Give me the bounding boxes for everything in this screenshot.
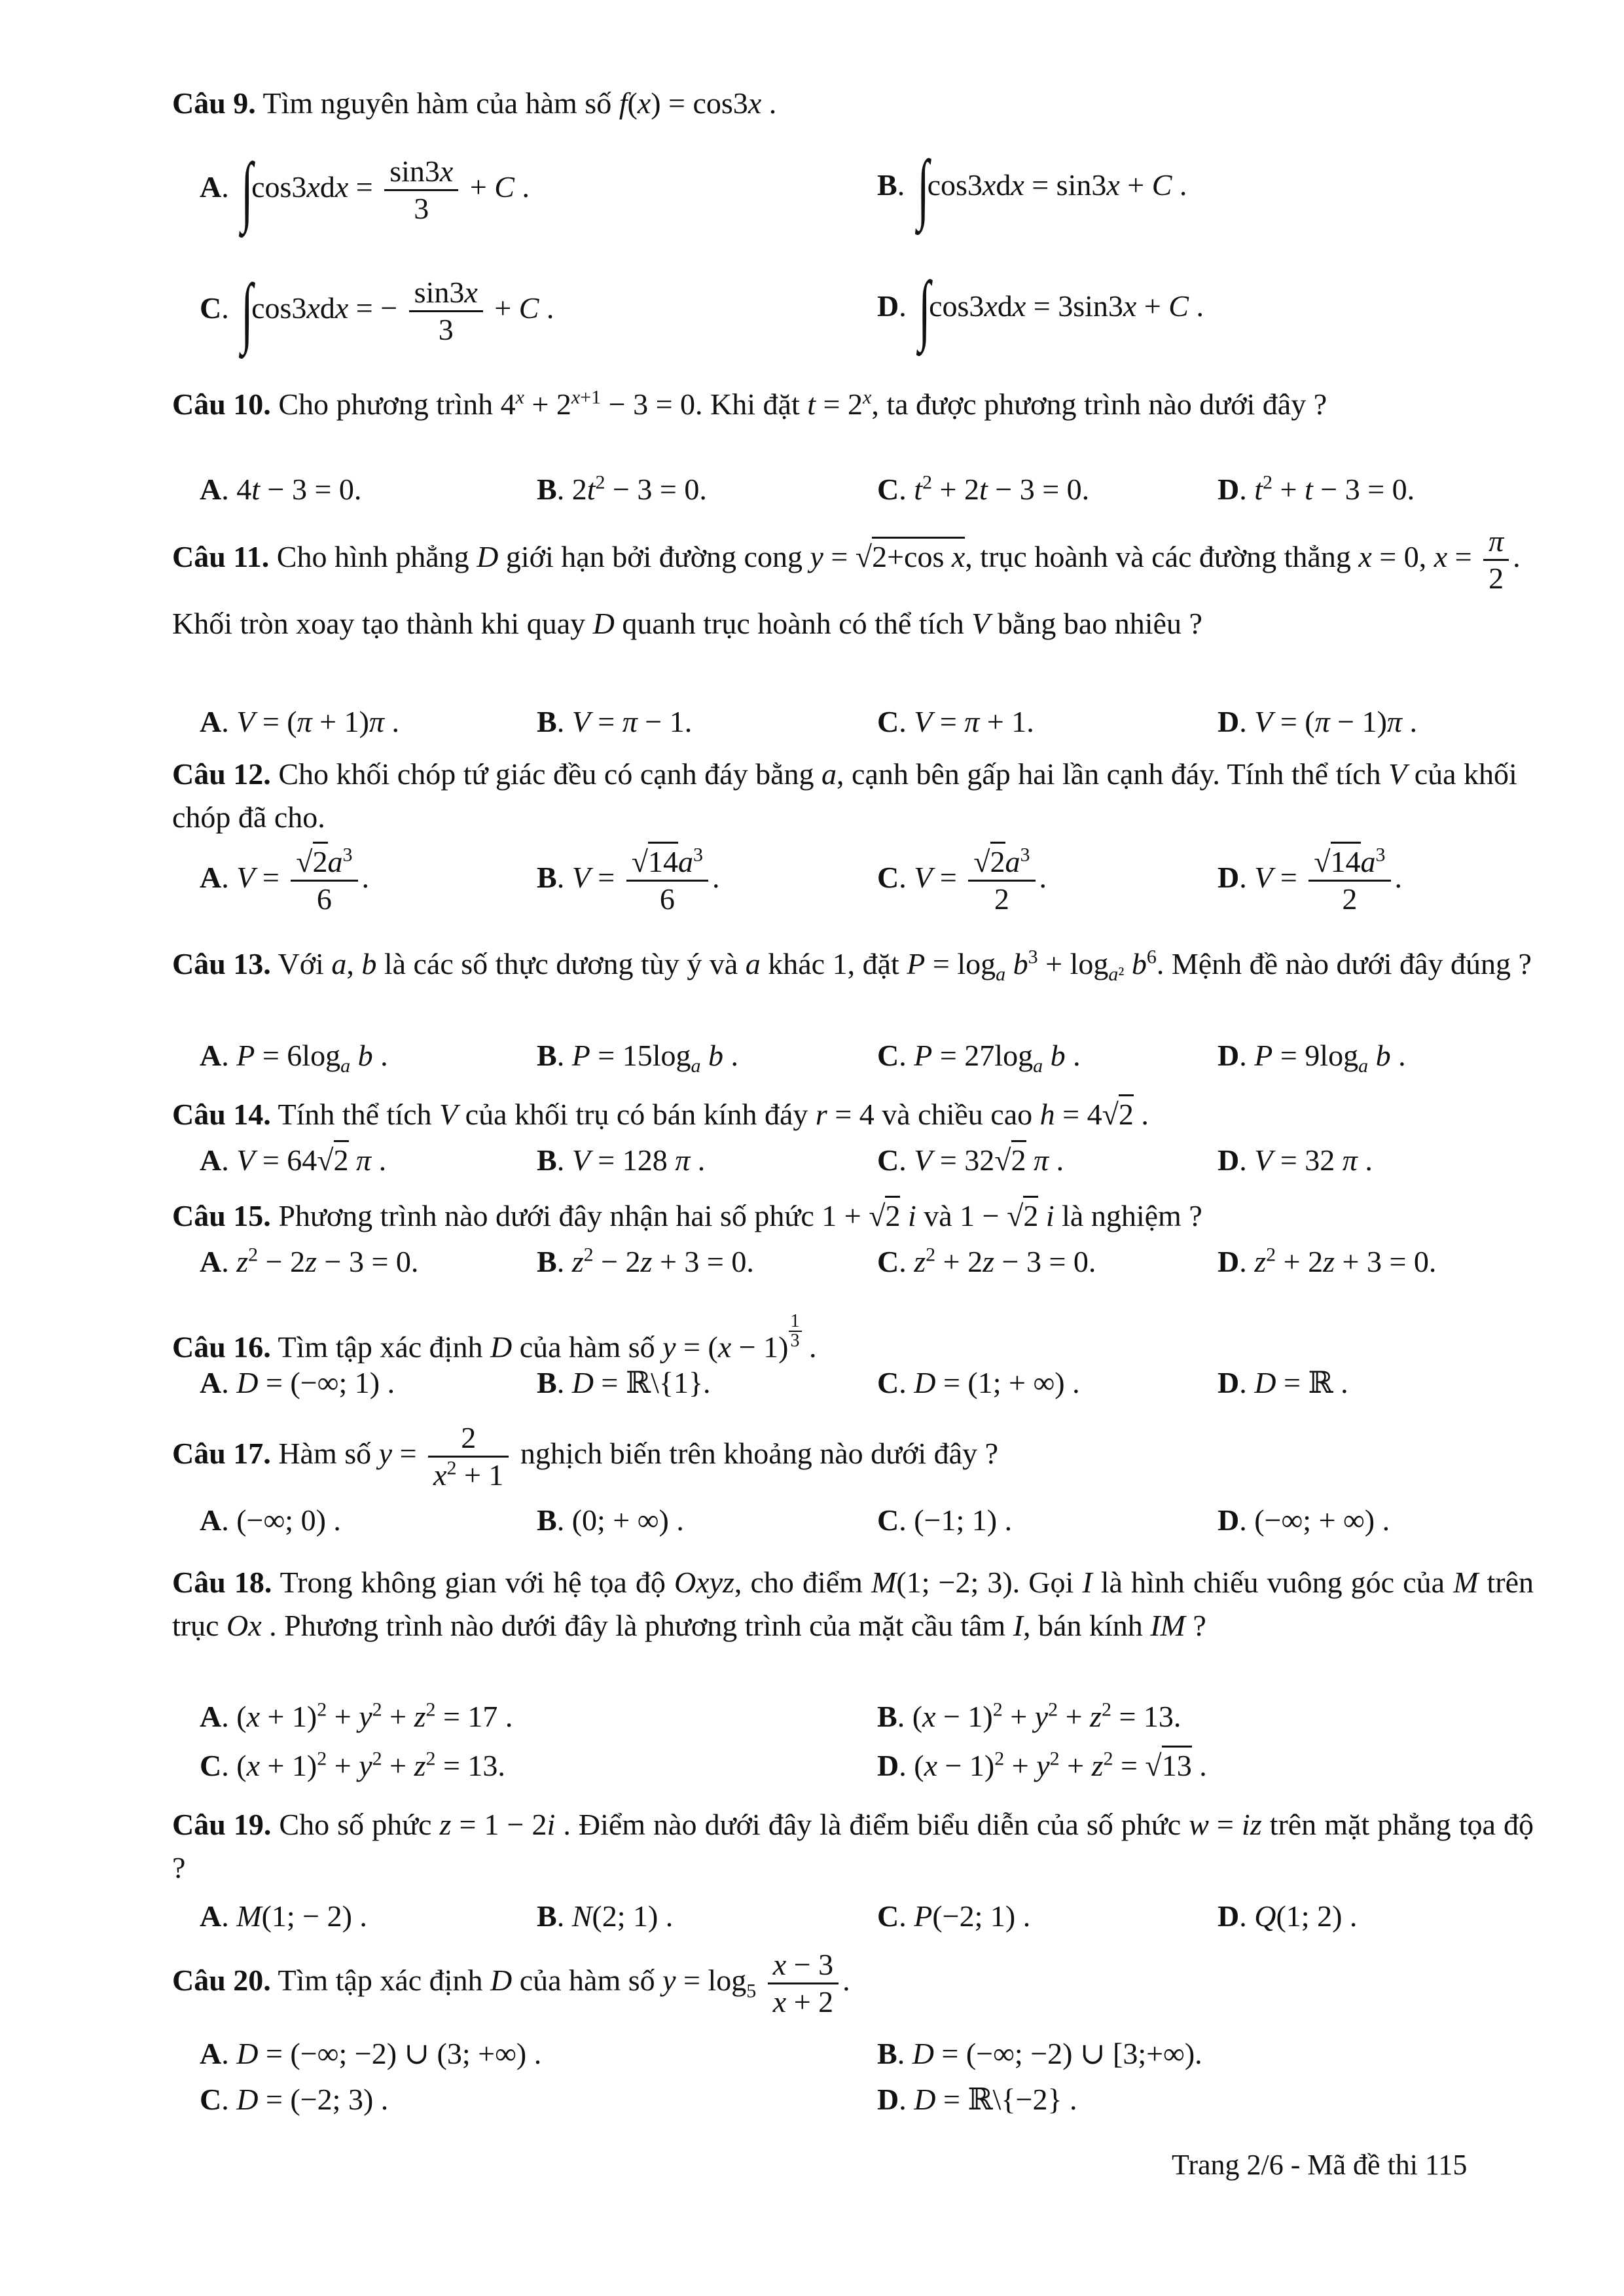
option-13a: A. $P = 6\log_a$ b . — [200, 1039, 388, 1077]
option-9b: B. ∫cos3xdx = sin3x + C . — [877, 144, 1187, 232]
option-12b: B. V = $\frac{√14a^3}{6}$ . — [537, 844, 720, 917]
question-12: Câu 12. Cho khối chóp tứ giác đều có cạnh đáy bằng a, cạnh bên gấp hai lần cạnh đáy. Tính thể tích V của khối chóp đã cho. — [172, 757, 1517, 834]
question-number: Câu 15. — [172, 1199, 271, 1232]
option-16c: C. D = (1; + ∞) . — [877, 1366, 1080, 1399]
question-number: Câu 12. — [172, 757, 271, 791]
option-17a: A. (−∞; 0) . — [200, 1503, 341, 1537]
option-20b: B. D = (−∞; −2) ∪ [3;+∞). — [877, 2037, 1202, 2070]
question-16: Câu 16. Tìm tập xác định D của hàm số y = (x − 1) $\frac{1}{3}$ . — [172, 1311, 817, 1364]
option-19c: C. P(−2; 1) . — [877, 1899, 1031, 1933]
question-13: Câu 13. Với a, b là các số thực dương tùy ý và a khác 1, đặt $P = \log_a b^3 + \log_{a^2} b^6$. Mệnh đề nào dưới đây đúng ? — [172, 946, 1532, 986]
question-18: Câu 18. Trong không gian với hệ tọa độ Oxyz, cho điểm M(1; −2; 3). Gọi I là hình chiếu vuông góc của M trên trục Ox . Phương trình nào dưới đây là phương trình của mặt cầu tâm I, bán kính IM ? — [172, 1566, 1534, 1642]
question-number: Câu 14. — [172, 1098, 271, 1131]
option-18a: A. $(x + 1)^2 + y^2 + z^2 = 17$ . — [200, 1698, 513, 1733]
option-18d: D. $(x - 1)^2 + y^2 + z^2 = √13$ . — [877, 1744, 1207, 1787]
question-number: Câu 16. — [172, 1330, 271, 1364]
question-number: Câu 19. — [172, 1808, 272, 1841]
question-number: Câu 18. — [172, 1566, 272, 1599]
option-14a: A. V = 64√2 π . — [200, 1139, 386, 1182]
question-9: Câu 9. Tìm nguyên hàm của hàm số f(x) = cos3x . — [172, 86, 777, 120]
option-19d: D. Q(1; 2) . — [1218, 1899, 1358, 1933]
question-19: Câu 19. Cho số phức z = 1 − 2i . Điểm nào dưới đây là điểm biểu diễn của số phức w = iz trên mặt phẳng tọa độ ? — [172, 1808, 1534, 1884]
option-11b: B. V = π − 1. — [537, 705, 693, 738]
option-9d: D. ∫cos3xdx = 3sin3x + C . — [877, 265, 1204, 353]
option-15c: C. $z^2 + 2z - 3 = 0$. — [877, 1244, 1096, 1278]
option-20c: C. D = (−2; 3) . — [200, 2083, 389, 2116]
option-10c: C. $t^2 + 2t - 3 = 0$. — [877, 471, 1090, 506]
option-15b: B. $z^2 - 2z + 3 = 0$. — [537, 1244, 754, 1278]
option-9a: A. ∫cos3xdx = $\frac{\sin 3x}{3}$ + C . — [200, 146, 530, 234]
option-14c: C. V = 32√2 π . — [877, 1139, 1064, 1182]
question-number: Câu 13. — [172, 947, 271, 980]
option-11d: D. V = (π − 1)π . — [1218, 705, 1417, 738]
option-16a: A. D = (−∞; 1) . — [200, 1366, 395, 1399]
option-12a: A. V = $\frac{√2a^3}{6}$ . — [200, 844, 369, 917]
question-number: Câu 10. — [172, 387, 271, 421]
question-14: Câu 14. Tính thể tích V của khối trụ có bán kính đáy r = 4 và chiều cao h = 4√2 . — [172, 1093, 1534, 1136]
question-11: Câu 11. Cho hình phẳng D giới hạn bởi đường cong y = √2+cos x, trục hoành và các đường thẳng x = 0, x = $\frac{\pi}{2}$ . Khối tròn xoay tạo thành khi quay D quanh trục hoành có thể tích V bằng bao nhiêu ? — [172, 524, 1521, 640]
option-11a: A. V = (π + 1)π . — [200, 705, 399, 738]
option-18c: C. $(x + 1)^2 + y^2 + z^2 = 13$. — [200, 1748, 505, 1782]
question-number: Câu 17. — [172, 1437, 271, 1471]
option-10d: D. $t^2 + t - 3 = 0$. — [1218, 471, 1415, 506]
option-9c: C. ∫cos3xdx = − $\frac{\sin 3x}{3}$ + C . — [200, 267, 554, 355]
option-13c: C. $P = 27\log_a$ b . — [877, 1039, 1081, 1077]
option-12c: C. V = $\frac{√2a^3}{2}$ . — [877, 844, 1047, 917]
option-14b: B. V = 128 π . — [537, 1143, 706, 1177]
page-footer: Trang 2/6 - Mã đề thi 115 — [1172, 2149, 1468, 2181]
option-17b: B. (0; + ∞) . — [537, 1503, 684, 1537]
option-15d: D. $z^2 + 2z + 3 = 0$. — [1218, 1244, 1437, 1278]
option-16d: D. D = ℝ . — [1218, 1366, 1348, 1399]
option-20d: D. D = ℝ\{−2} . — [877, 2083, 1077, 2116]
question-10: Câu 10. Cho phương trình $4^x + 2^{x+1} - 3 = 0$. Khi đặt $t = 2^x$, ta được phương trình nào dưới đây ? — [172, 386, 1327, 421]
option-19b: B. N(2; 1) . — [537, 1899, 674, 1933]
option-20a: A. D = (−∞; −2) ∪ (3; +∞) . — [200, 2037, 542, 2070]
option-13b: B. $P = 15\log_a$ b . — [537, 1039, 739, 1077]
question-number: Câu 9. — [172, 86, 256, 120]
option-17d: D. (−∞; + ∞) . — [1218, 1503, 1390, 1537]
question-20: Câu 20. Tìm tập xác định D của hàm số $y = \log_5$ $\frac{x - 3}{x + 2}$ . — [172, 1948, 850, 2018]
question-number: Câu 20. — [172, 1964, 271, 1998]
question-number: Câu 11. — [172, 540, 270, 574]
option-17c: C. (−1; 1) . — [877, 1503, 1013, 1537]
option-10a: A. 4t − 3 = 0. — [200, 473, 362, 506]
option-15a: A. $z^2 - 2z - 3 = 0$. — [200, 1244, 419, 1278]
option-12d: D. V = $\frac{√14a^3}{2}$ . — [1218, 844, 1402, 917]
option-10b: B. $2t^2 - 3 = 0$. — [537, 471, 707, 506]
option-11c: C. V = π + 1. — [877, 705, 1034, 738]
option-18b: B. $(x - 1)^2 + y^2 + z^2 = 13$. — [877, 1698, 1182, 1733]
option-19a: A. M(1; − 2) . — [200, 1899, 367, 1933]
question-15: Câu 15. Phương trình nào dưới đây nhận hai số phức 1 + √2 i và 1 − √2 i là nghiệm ? — [172, 1194, 1534, 1238]
question-17: Câu 17. Hàm số y = $\frac{2}{x^2 + 1}$ nghịch biến trên khoảng nào dưới đây ? — [172, 1421, 999, 1492]
option-16b: B. D = ℝ\{1}. — [537, 1366, 711, 1399]
option-13d: D. $P = 9\log_a$ b . — [1218, 1039, 1406, 1077]
option-14d: D. V = 32 π . — [1218, 1143, 1373, 1177]
